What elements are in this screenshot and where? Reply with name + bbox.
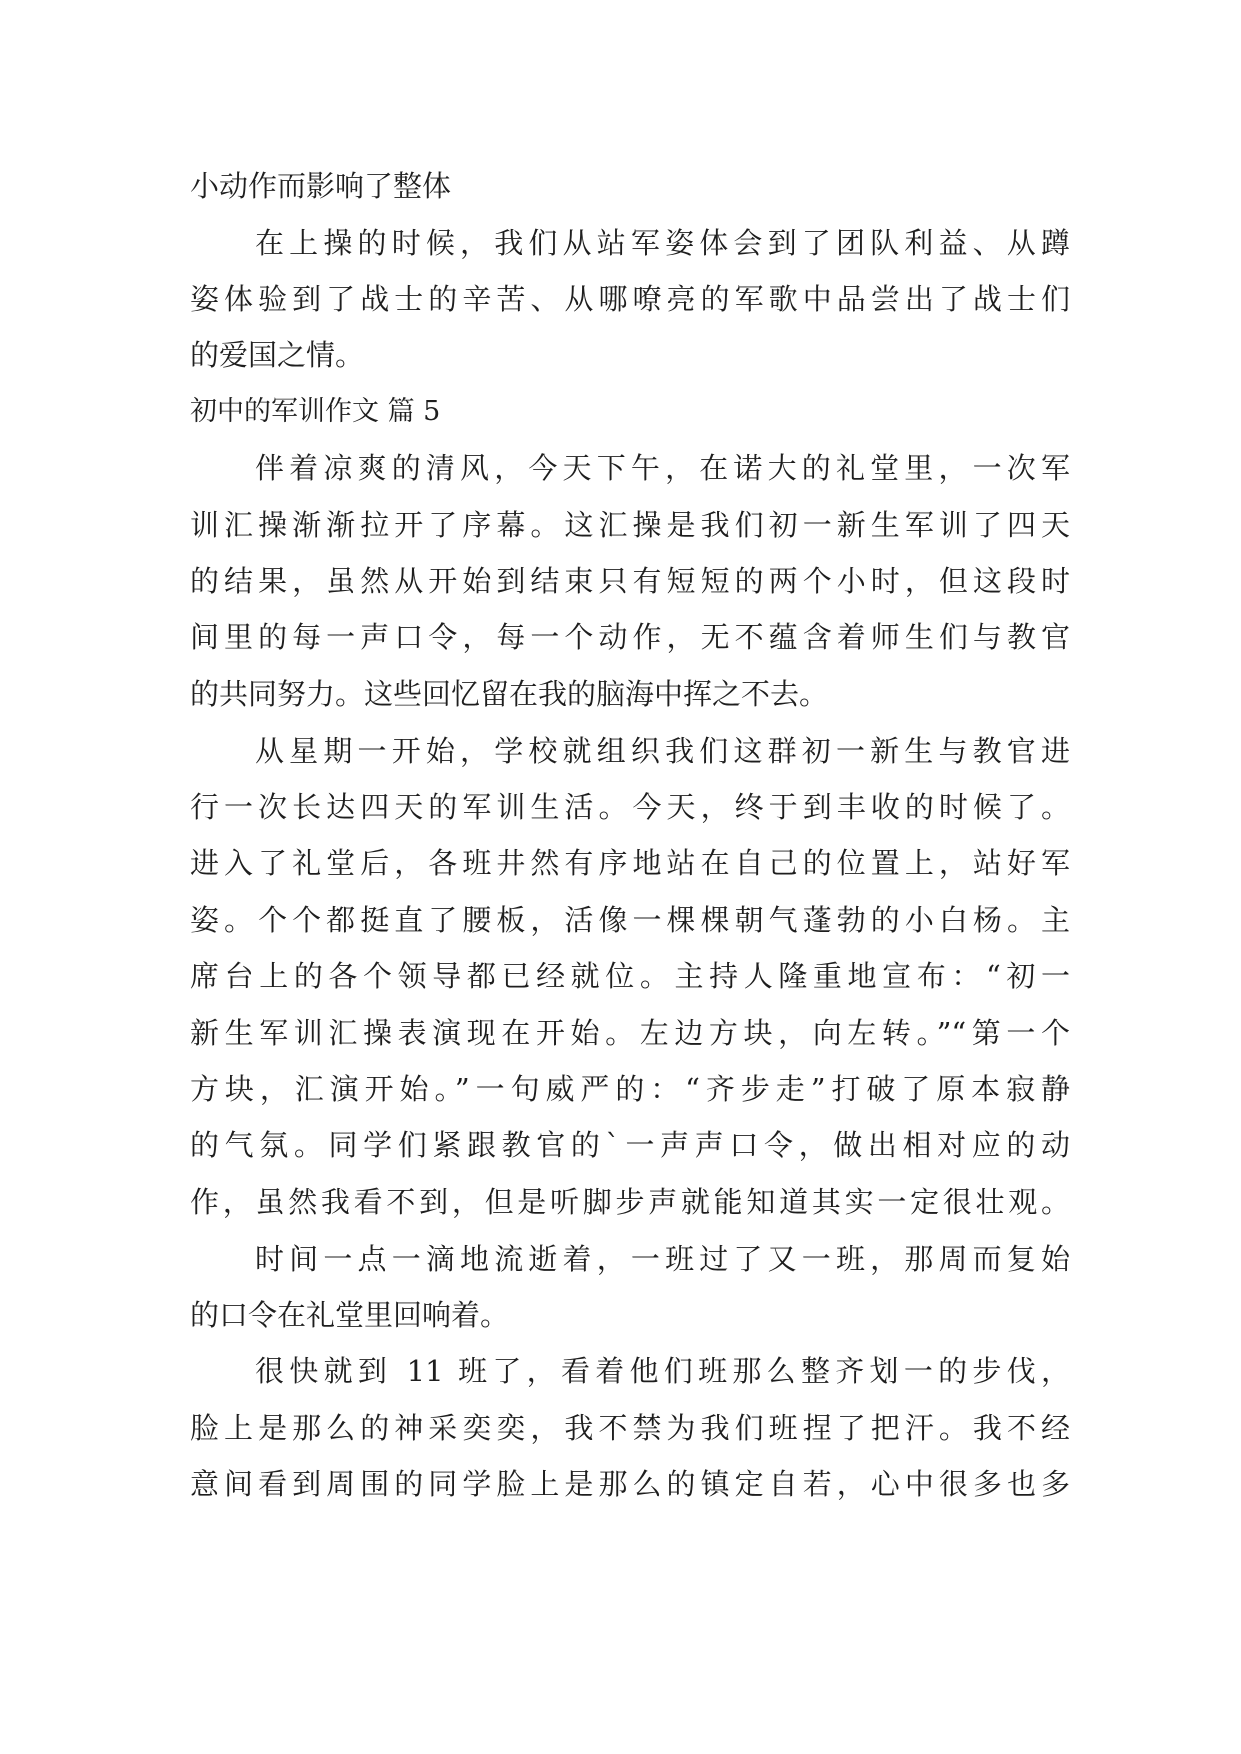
text-line: 方块，汇演开始。”一句威严的：“齐步走”打破了原本寂静 [190,1072,1070,1106]
text-line: 行一次长达四天的军训生活。今天，终于到丰收的时候了。 [190,790,1070,824]
text-line: 很快就到 11 班了，看着他们班那么整齐划一的步伐， [255,1354,1070,1388]
text-line: 的气氛。同学们紧跟教官的`一声声口令，做出相对应的动 [190,1128,1070,1162]
text-line: 小动作而影响了整体 [190,169,452,203]
text-line: 席台上的各个领导都已经就位。主持人隆重地宣布：“初一 [190,959,1070,993]
text-line: 在上操的时候，我们从站军姿体会到了团队利益、从蹲 [255,226,1070,260]
text-line: 时间一点一滴地流逝着，一班过了又一班，那周而复始 [255,1242,1070,1276]
text-line: 进入了礼堂后，各班井然有序地站在自己的位置上，站好军 [190,846,1070,880]
text-line: 的口令在礼堂里回响着。 [190,1298,510,1332]
section-heading: 初中的军训作文 篇 5 [190,396,441,427]
text-line: 间里的每一声口令，每一个动作，无不蕴含着师生们与教官 [190,620,1070,654]
text-line: 的共同努力。这些回忆留在我的脑海中挥之不去。 [190,677,829,711]
text-line: 训汇操渐渐拉开了序幕。这汇操是我们初一新生军训了四天 [190,508,1070,542]
text-line: 从星期一开始，学校就组织我们这群初一新生与教官进 [255,734,1070,768]
text-line: 伴着凉爽的清风，今天下午，在诺大的礼堂里，一次军 [255,451,1070,485]
text-line: 的结果，虽然从开始到结束只有短短的两个小时，但这段时 [190,564,1070,598]
text-line: 的爱国之情。 [190,338,365,372]
text-line: 姿体验到了战士的辛苦、从哪嘹亮的军歌中品尝出了战士们 [190,282,1070,316]
text-line: 姿。个个都挺直了腰板，活像一棵棵朝气蓬勃的小白杨。主 [190,903,1070,937]
text-line: 意间看到周围的同学脸上是那么的镇定自若，心中很多也多 [190,1467,1070,1501]
text-line: 新生军训汇操表演现在开始。左边方块，向左转。”“第一个 [190,1016,1070,1050]
text-line: 作，虽然我看不到，但是听脚步声就能知道其实一定很壮观。 [190,1185,1070,1219]
text-line: 脸上是那么的神采奕奕，我不禁为我们班捏了把汗。我不经 [190,1411,1070,1445]
